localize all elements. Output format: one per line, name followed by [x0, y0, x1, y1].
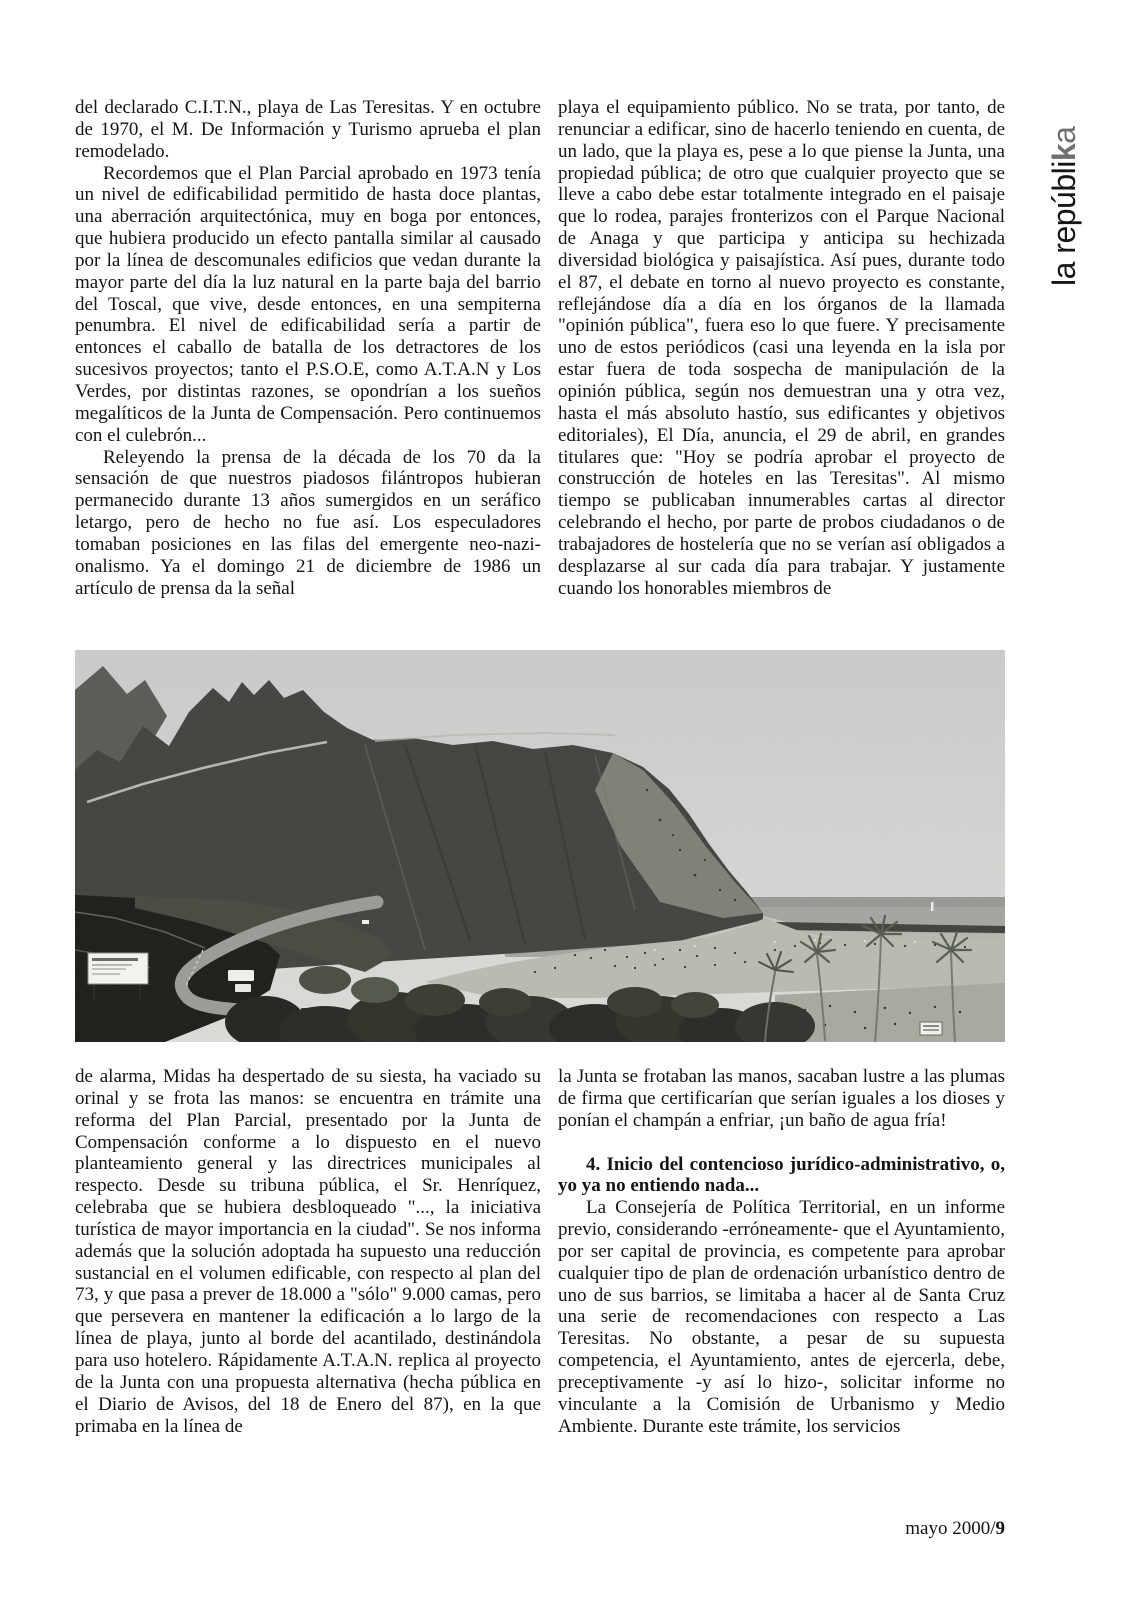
paragraph: del declarado C.I.T.N., playa de Las Teresitas. Y en octubre de 1970, el M. De Información y Turismo aprueba el plan remodelado. — [75, 97, 541, 162]
section-heading: 4. Inicio del contencioso jurídico-administrativo, o, yo ya no entiendo nada... — [558, 1153, 1005, 1197]
column-bottom-left — [75, 1066, 541, 1437]
paragraph: Recordemos que el Plan Parcial aprobado en 1973 tenía un nivel de edificabilidad permitido de hasta doce plantas, una aberración arquitectónica, muy en boga por entonces, que hubiera producido un efecto pantalla similar al causado por la línea de descomunales edificios que vedan durante la mayor parte del día la luz natural en la parte baja del barrio del Toscal, que vive, desde entonces, en una sempiterna penumbra. El nivel de edificabilidad sería a partir de entonces el caballo de batalla de los detractores de los sucesivos proyectos; tanto el P.S.O.E, como A.T.A.N y Los Verdes, por distintas razones, se opondrían a los sueños megalíticos de la Junta de Compensación. Pero continuemos con el culebrón... — [75, 162, 541, 446]
paragraph: Releyendo la prensa de la década de los 70 da la sensación de que nuestros piadosos filántropos hubieran permanecido durante 13 años sumergidos en un seráfico letargo, pero de hecho no fue así. Los especuladores tomaban posiciones en las filas del emergente neo-nazi-onalismo. Ya el domingo 21 de diciembre de 1986 un artículo de prensa da la señal — [75, 446, 541, 599]
paragraph: playa el equipamiento público. No se trata, por tanto, de renunciar a edificar, sino de hacerlo teniendo en cuenta, de un lado, que la playa es, pese a lo que piense la Junta, una propiedad pública; de otro que cualquier proyecto que se lleve a cabo debe estar totalmente integrado en el paisaje que lo rodea, parajes fronterizos con el Parque Nacional de Anaga y que participa y anticipa su hechizada diversidad biológica y paisajística. Así pues, durante todo el 87, el debate en torno al nuevo proyecto es constante, reflejándose día a día en los órganos de la llamada "opinión pública", fuera eso lo que fuere. Y precisamente uno de estos periódicos (casi una leyenda en la isla por estar fuera de toda sospecha de manipulación de la opinión pública, según nos demuestran una y otra vez, hasta el más absoluto hastío, sus edificantes y objetivos editoriales), El Día, anuncia, el 29 de abril, en grandes titulares que: "Hoy se podría aprobar el proyecto de construcción de hoteles en las Teresitas". Al mismo tiempo se publicaban innumerables cartas al director celebrando el hecho, por parte de probos ciudadanos o de trabajadores de hostelería que no se verían así obligados a desplazarse al sur cada día para trabajar. Y justamente cuando los honorables miembros de — [558, 97, 1005, 599]
footer-page-number: 9 — [995, 1518, 1005, 1539]
paragraph: de alarma, Midas ha despertado de su siesta, ha vaciado su orinal y se frota las manos: se encuentra en trámite una reforma del Plan Parcial, presentado por la Junta de Compensación conforme a lo dispuesto en el nuevo planteamiento general y las directrices municipales al respecto. Desde su tribuna pública, el Sr. Henríquez, celebraba que se hubiera desbloqueado "..., la iniciativa turística de mayor importancia en la ciudad". Se nos informa además que la solución adoptada ha supuesto una reducción sustancial en el volumen edificable, con respecto al plan del 73, y que pasa a prever de 18.000 a "sólo" 9.000 camas, pero que persevera en mantener la edificación a lo largo de la línea de playa, junto al borde del acantilado, destinándola para uso hotelero. Rápidamente A.T.A.N. replica al proyecto de la Junta con una propuesta alternativa (hecha pública en el Diario de Avisos, del 18 de Enero del 87), en la que primaba en la línea de — [75, 1066, 541, 1437]
page-footer — [558, 1518, 1005, 1540]
logo-text: la repúbli — [1046, 161, 1082, 286]
column-top-right — [558, 97, 1005, 599]
film-grain-overlay — [75, 650, 1005, 1042]
footer-issue: mayo 2000/ — [905, 1518, 996, 1539]
column-top-left — [75, 97, 541, 599]
beach-photo — [75, 650, 1005, 1042]
logo-letter-a: a — [1046, 126, 1082, 144]
logo-letter-k: k — [1046, 143, 1082, 162]
paragraph: la Junta se frotaban las manos, sacaban lustre a las plumas de firma que certificarían que serían iguales a los dioses y ponían el champán a enfriar, ¡un baño de agua fría! — [558, 1066, 1005, 1131]
paragraph: La Consejería de Política Territorial, en un informe previo, considerando -erróneamente- que el Ayuntamiento, por ser capital de provincia, es competente para aprobar cualquier tipo de plan de ordenación urbanístico dentro de uno de sus barrios, se limitaba a hacer al de Santa Cruz una serie de recomendaciones con respecto a Las Teresitas. No obstante, a pesar de su supuesta competencia, el Ayuntamiento, antes de ejercerla, debe, preceptivamente -y así lo hizo-, solicitar informe no vinculante a la Comisión de Urbanismo y Medio Ambiente. Durante este trámite, los servicios — [558, 1197, 1005, 1437]
column-bottom-right — [558, 1066, 1005, 1438]
magazine-logo — [1046, 127, 1083, 286]
